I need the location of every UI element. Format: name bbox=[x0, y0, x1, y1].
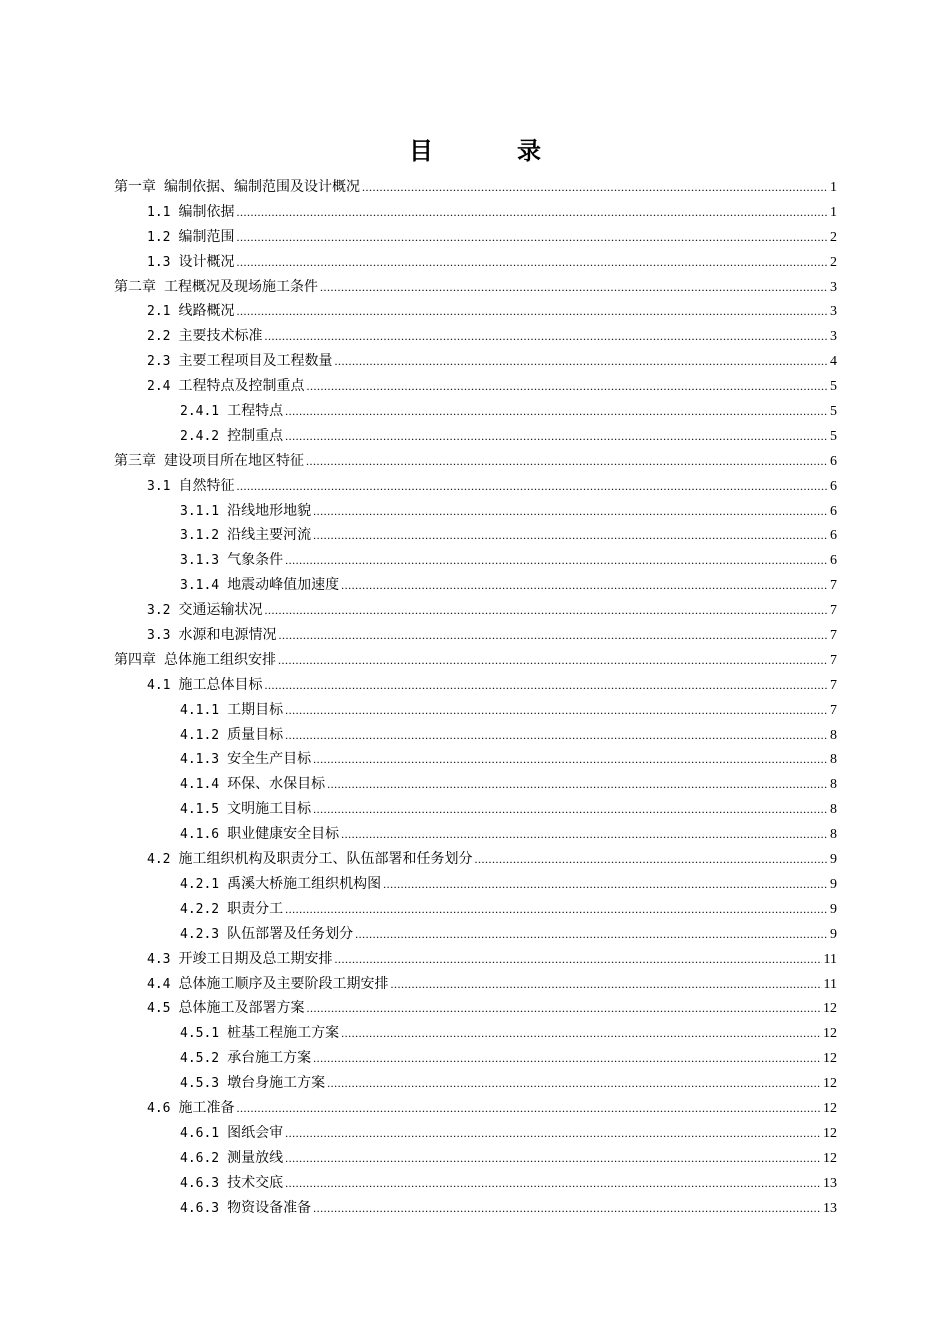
toc-entry-number: 4.1.2 bbox=[180, 727, 220, 743]
toc-entry-number: 1.2 bbox=[147, 229, 171, 245]
toc-entry-title: 物资设备准备 bbox=[227, 1199, 312, 1216]
dot-leader bbox=[341, 1021, 821, 1046]
dot-leader bbox=[313, 1046, 821, 1071]
toc-entry-page-number: 12 bbox=[823, 1100, 837, 1116]
toc-entry-title: 工程特点 bbox=[227, 403, 284, 420]
toc-entry-title: 开竣工日期及总工期安排 bbox=[178, 950, 333, 967]
toc-entry[interactable] bbox=[114, 972, 837, 997]
dot-leader bbox=[285, 399, 828, 424]
toc-entry-title: 自然特征 bbox=[178, 477, 235, 494]
toc-entry-page-number: 7 bbox=[830, 628, 837, 644]
dot-leader bbox=[341, 573, 828, 598]
dot-leader bbox=[278, 623, 828, 648]
toc-entry-number: 1.3 bbox=[147, 254, 171, 270]
table-of-contents bbox=[114, 175, 837, 1220]
toc-entry-number: 4.6.3 bbox=[180, 1175, 220, 1191]
toc-entry-title: 控制重点 bbox=[227, 427, 284, 444]
dot-leader bbox=[264, 598, 828, 623]
toc-entry[interactable] bbox=[114, 772, 837, 797]
toc-entry-page-number: 1 bbox=[830, 180, 837, 195]
dot-leader bbox=[327, 772, 828, 797]
toc-entry-page-number: 3 bbox=[830, 329, 837, 345]
toc-entry-number: 4.1.6 bbox=[180, 827, 220, 843]
toc-entry-page-number: 2 bbox=[830, 254, 837, 270]
toc-entry[interactable] bbox=[114, 872, 837, 897]
toc-entry[interactable] bbox=[114, 275, 837, 300]
toc-entry-page-number: 6 bbox=[830, 553, 837, 569]
toc-entry-title: 总体施工组织安排 bbox=[164, 651, 276, 668]
toc-entry-number: 第四章 bbox=[114, 651, 156, 668]
toc-entry[interactable] bbox=[114, 1146, 837, 1171]
toc-entry-number: 2.4.2 bbox=[180, 428, 220, 444]
toc-entry-page-number: 13 bbox=[823, 1175, 837, 1191]
toc-entry[interactable] bbox=[114, 623, 837, 648]
toc-entry-number: 3.1.3 bbox=[180, 553, 220, 569]
toc-entry[interactable] bbox=[114, 1021, 837, 1046]
toc-entry[interactable] bbox=[114, 548, 837, 573]
toc-entry-page-number: 6 bbox=[830, 503, 837, 519]
toc-entry-title: 测量放线 bbox=[227, 1149, 284, 1166]
toc-entry-page-number: 7 bbox=[830, 652, 837, 668]
toc-entry-number: 第二章 bbox=[114, 278, 156, 295]
toc-entry-page-number: 8 bbox=[830, 827, 837, 843]
toc-entry[interactable] bbox=[114, 897, 837, 922]
toc-entry[interactable] bbox=[114, 747, 837, 772]
toc-entry[interactable] bbox=[114, 523, 837, 548]
toc-entry-title: 线路概况 bbox=[178, 303, 235, 320]
dot-leader bbox=[285, 1171, 821, 1196]
toc-entry-page-number: 9 bbox=[830, 901, 837, 917]
dot-leader bbox=[362, 175, 828, 200]
toc-entry-page-number: 12 bbox=[823, 1125, 837, 1141]
toc-entry-number: 4.6.3 bbox=[180, 1200, 220, 1216]
toc-entry-number: 2.4 bbox=[147, 379, 171, 395]
toc-entry-page-number: 12 bbox=[823, 1051, 837, 1067]
toc-entry-page-number: 9 bbox=[830, 852, 837, 868]
dot-leader bbox=[341, 822, 828, 847]
toc-entry[interactable] bbox=[114, 449, 837, 474]
dot-leader bbox=[313, 797, 828, 822]
toc-entry-number: 3.2 bbox=[147, 603, 171, 619]
toc-entry-page-number: 7 bbox=[830, 578, 837, 594]
toc-entry-title: 主要工程项目及工程数量 bbox=[178, 353, 333, 370]
toc-entry-page-number: 13 bbox=[823, 1200, 837, 1216]
dot-leader bbox=[313, 747, 828, 772]
toc-entry[interactable] bbox=[114, 847, 837, 872]
toc-entry[interactable] bbox=[114, 299, 837, 324]
dot-leader bbox=[390, 972, 821, 997]
toc-entry-number: 4.2.3 bbox=[180, 926, 220, 942]
toc-entry-title: 职责分工 bbox=[227, 900, 284, 917]
toc-entry-number: 4.1 bbox=[147, 677, 171, 693]
dot-leader bbox=[334, 349, 828, 374]
toc-entry[interactable] bbox=[114, 698, 837, 723]
dot-leader bbox=[313, 499, 828, 524]
toc-entry-title: 沿线主要河流 bbox=[227, 527, 312, 544]
toc-entry[interactable] bbox=[114, 996, 837, 1021]
toc-entry-page-number: 4 bbox=[830, 354, 837, 370]
toc-entry-title: 编制范围 bbox=[178, 228, 235, 245]
toc-entry-title: 水源和电源情况 bbox=[178, 627, 277, 644]
toc-entry[interactable] bbox=[114, 947, 837, 972]
toc-entry[interactable] bbox=[114, 200, 837, 225]
toc-entry-number: 3.1.4 bbox=[180, 578, 220, 594]
toc-entry[interactable] bbox=[114, 573, 837, 598]
dot-leader bbox=[236, 250, 828, 275]
toc-entry-page-number: 8 bbox=[830, 752, 837, 768]
toc-entry-page-number: 7 bbox=[830, 603, 837, 619]
toc-entry-title: 总体施工顺序及主要阶段工期安排 bbox=[178, 975, 389, 992]
toc-entry-title: 工程概况及现场施工条件 bbox=[164, 278, 318, 295]
toc-entry-number: 2.1 bbox=[147, 304, 171, 320]
toc-entry[interactable] bbox=[114, 1071, 837, 1096]
toc-entry-page-number: 2 bbox=[830, 229, 837, 245]
toc-entry-number: 4.1.3 bbox=[180, 752, 220, 768]
toc-entry-page-number: 5 bbox=[830, 379, 837, 395]
toc-entry-number: 4.6.1 bbox=[180, 1125, 220, 1141]
toc-entry-page-number: 9 bbox=[830, 926, 837, 942]
dot-leader bbox=[313, 523, 828, 548]
toc-entry-number: 第三章 bbox=[114, 452, 156, 469]
toc-entry-number: 4.2 bbox=[147, 852, 171, 868]
toc-entry-page-number: 12 bbox=[823, 1150, 837, 1166]
toc-entry-number: 2.3 bbox=[147, 354, 171, 370]
toc-entry[interactable] bbox=[114, 374, 837, 399]
toc-entry[interactable] bbox=[114, 1046, 837, 1071]
dot-leader bbox=[236, 299, 828, 324]
toc-entry-page-number: 6 bbox=[830, 453, 837, 469]
toc-entry[interactable] bbox=[114, 399, 837, 424]
dot-leader bbox=[236, 225, 828, 250]
toc-entry-number: 3.1.1 bbox=[180, 503, 220, 519]
dot-leader bbox=[236, 200, 828, 225]
toc-entry-title: 设计概况 bbox=[178, 253, 235, 270]
toc-entry[interactable] bbox=[114, 1196, 837, 1221]
toc-entry[interactable] bbox=[114, 424, 837, 449]
dot-leader bbox=[285, 698, 828, 723]
toc-entry[interactable] bbox=[114, 1096, 837, 1121]
toc-entry-title: 职业健康安全目标 bbox=[227, 826, 340, 843]
dot-leader bbox=[334, 947, 821, 972]
toc-entry-title: 施工总体目标 bbox=[178, 676, 263, 693]
toc-entry-title: 桩基工程施工方案 bbox=[227, 1025, 340, 1042]
toc-entry-title: 队伍部署及任务划分 bbox=[227, 925, 354, 942]
toc-entry-page-number: 8 bbox=[830, 802, 837, 818]
toc-entry-title: 质量目标 bbox=[227, 726, 284, 743]
toc-entry-page-number: 12 bbox=[823, 1076, 837, 1092]
toc-entry-page-number: 3 bbox=[830, 279, 837, 295]
dot-leader bbox=[285, 723, 828, 748]
dot-leader bbox=[474, 847, 828, 872]
toc-entry-title: 环保、水保目标 bbox=[227, 776, 326, 793]
toc-entry-number: 4.5.2 bbox=[180, 1051, 220, 1067]
toc-entry-number: 4.1.1 bbox=[180, 702, 220, 718]
dot-leader bbox=[327, 1071, 821, 1096]
toc-entry-number: 第一章 bbox=[114, 179, 156, 195]
toc-entry[interactable] bbox=[114, 648, 837, 673]
dot-leader bbox=[383, 872, 828, 897]
toc-entry-title: 建设项目所在地区特征 bbox=[164, 452, 304, 469]
toc-entry-title: 安全生产目标 bbox=[227, 751, 312, 768]
dot-leader bbox=[285, 1146, 821, 1171]
dot-leader bbox=[285, 1121, 821, 1146]
toc-entry-page-number: 3 bbox=[830, 304, 837, 320]
toc-entry-number: 1.1 bbox=[147, 204, 171, 220]
toc-entry-number: 4.6.2 bbox=[180, 1150, 220, 1166]
dot-leader bbox=[306, 374, 828, 399]
toc-entry-number: 2.4.1 bbox=[180, 404, 220, 420]
toc-entry-page-number: 11 bbox=[823, 951, 837, 967]
toc-entry[interactable] bbox=[114, 474, 837, 499]
toc-entry-number: 4.2.1 bbox=[180, 876, 220, 892]
toc-entry-page-number: 6 bbox=[830, 478, 837, 494]
toc-entry-title: 编制依据 bbox=[178, 203, 235, 220]
toc-entry-page-number: 1 bbox=[830, 204, 837, 220]
toc-entry-title: 施工组织机构及职责分工、队伍部署和任务划分 bbox=[178, 851, 473, 868]
dot-leader bbox=[264, 324, 828, 349]
toc-entry-title: 承台施工方案 bbox=[227, 1050, 312, 1067]
dot-leader bbox=[236, 474, 828, 499]
toc-entry[interactable] bbox=[114, 922, 837, 947]
toc-entry-number: 4.1.4 bbox=[180, 777, 220, 793]
toc-entry-number: 4.1.5 bbox=[180, 802, 220, 818]
toc-entry-title: 文明施工目标 bbox=[227, 801, 312, 818]
toc-entry[interactable] bbox=[114, 225, 837, 250]
toc-entry-title: 气象条件 bbox=[227, 552, 284, 569]
dot-leader bbox=[285, 424, 828, 449]
toc-entry[interactable] bbox=[114, 822, 837, 847]
toc-entry-title: 工程特点及控制重点 bbox=[178, 378, 305, 395]
toc-entry[interactable] bbox=[114, 673, 837, 698]
toc-entry-number: 4.2.2 bbox=[180, 901, 220, 917]
toc-entry-page-number: 12 bbox=[823, 1001, 837, 1017]
toc-entry-number: 4.5.3 bbox=[180, 1076, 220, 1092]
toc-entry-page-number: 9 bbox=[830, 876, 837, 892]
toc-entry-number: 4.3 bbox=[147, 951, 171, 967]
toc-entry-number: 4.4 bbox=[147, 976, 171, 992]
toc-entry[interactable] bbox=[114, 499, 837, 524]
toc-entry-number: 4.5 bbox=[147, 1001, 171, 1017]
toc-entry-title: 工期目标 bbox=[227, 701, 284, 718]
toc-entry-page-number: 8 bbox=[830, 777, 837, 793]
toc-entry-page-number: 8 bbox=[830, 727, 837, 743]
toc-entry[interactable] bbox=[114, 1171, 837, 1196]
dot-leader bbox=[285, 548, 828, 573]
toc-entry-number: 4.5.1 bbox=[180, 1026, 220, 1042]
dot-leader bbox=[313, 1196, 821, 1221]
toc-entry[interactable] bbox=[114, 324, 837, 349]
toc-entry-title: 技术交底 bbox=[227, 1174, 284, 1191]
dot-leader bbox=[264, 673, 828, 698]
dot-leader bbox=[236, 1096, 821, 1121]
toc-entry-title: 施工准备 bbox=[178, 1099, 235, 1116]
toc-entry-title: 墩台身施工方案 bbox=[227, 1075, 326, 1092]
toc-entry[interactable] bbox=[114, 797, 837, 822]
toc-entry-title: 地震动峰值加速度 bbox=[227, 577, 340, 594]
toc-entry-page-number: 5 bbox=[830, 404, 837, 420]
dot-leader bbox=[278, 648, 828, 673]
toc-entry[interactable] bbox=[114, 349, 837, 374]
toc-entry[interactable] bbox=[114, 1121, 837, 1146]
toc-entry-title: 编制依据、编制范围及设计概况 bbox=[164, 179, 360, 195]
toc-entry-number: 3.1 bbox=[147, 478, 171, 494]
toc-entry-number: 3.1.2 bbox=[180, 528, 220, 544]
toc-entry-title: 主要技术标准 bbox=[178, 328, 263, 345]
toc-entry-title: 禹溪大桥施工组织机构图 bbox=[227, 875, 382, 892]
dot-leader bbox=[306, 996, 821, 1021]
dot-leader bbox=[285, 897, 828, 922]
toc-entry-number: 3.3 bbox=[147, 628, 171, 644]
toc-entry-page-number: 6 bbox=[830, 528, 837, 544]
toc-entry-number: 4.6 bbox=[147, 1100, 171, 1116]
toc-entry[interactable] bbox=[114, 598, 837, 623]
toc-entry[interactable] bbox=[114, 175, 837, 200]
toc-entry-page-number: 7 bbox=[830, 702, 837, 718]
toc-entry-number: 2.2 bbox=[147, 329, 171, 345]
dot-leader bbox=[306, 449, 828, 474]
toc-entry-title: 图纸会审 bbox=[227, 1124, 284, 1141]
toc-entry[interactable] bbox=[114, 723, 837, 748]
toc-entry-page-number: 12 bbox=[823, 1026, 837, 1042]
toc-entry-title: 总体施工及部署方案 bbox=[178, 1000, 305, 1017]
toc-entry-title: 交通运输状况 bbox=[178, 602, 263, 619]
dot-leader bbox=[320, 275, 828, 300]
dot-leader bbox=[355, 922, 828, 947]
toc-entry-page-number: 7 bbox=[830, 677, 837, 693]
toc-entry-page-number: 11 bbox=[823, 976, 837, 992]
toc-entry-title: 沿线地形地貌 bbox=[227, 502, 312, 519]
toc-entry-page-number: 5 bbox=[830, 428, 837, 444]
page-title: 目 录 bbox=[409, 136, 571, 165]
toc-entry[interactable] bbox=[114, 250, 837, 275]
